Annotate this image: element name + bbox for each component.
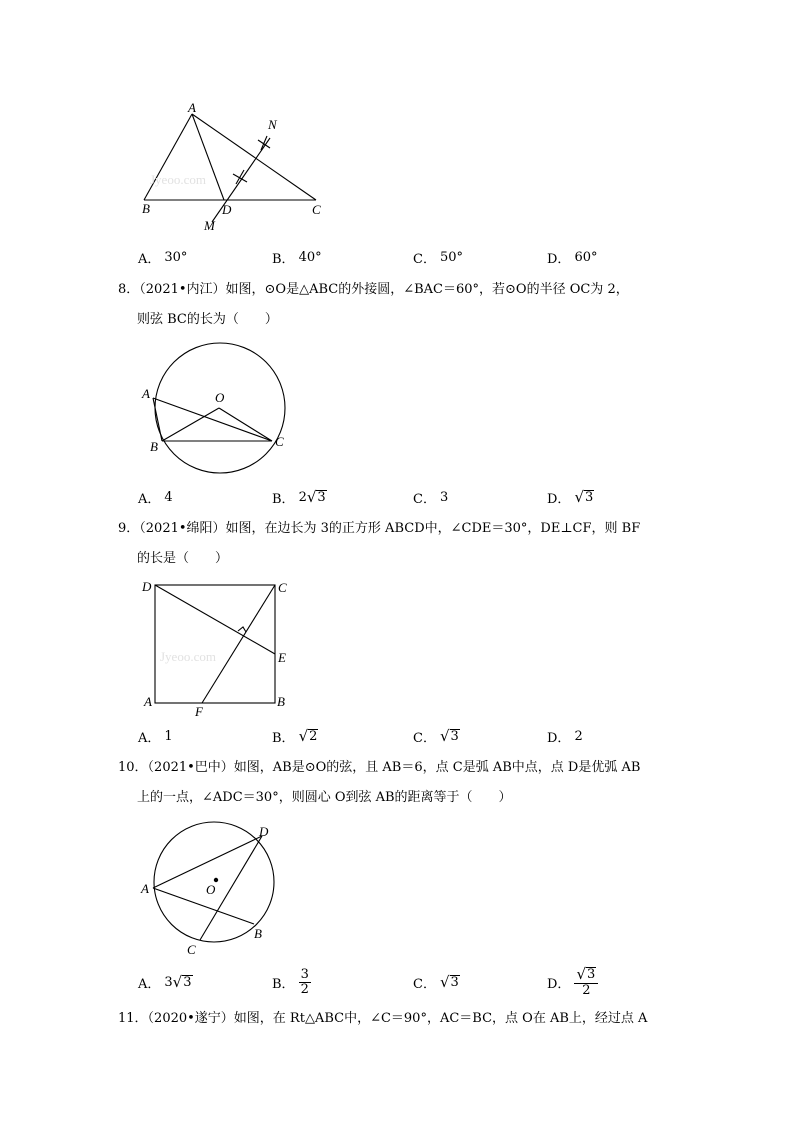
option-letter: C． <box>413 730 436 746</box>
option-value: 3 <box>439 489 449 505</box>
q9-label-d: D <box>142 579 152 594</box>
q9-option-b[interactable] <box>272 724 318 748</box>
option-letter: C． <box>413 251 436 267</box>
sqrt-expression <box>298 726 319 745</box>
q8-label-o: O <box>215 390 225 405</box>
q10-options <box>138 965 698 999</box>
denominator: 2 <box>300 981 309 997</box>
q7-label-d: D <box>222 202 232 217</box>
option-coef: 3 <box>164 974 173 990</box>
q8-figure <box>140 338 300 483</box>
radical-sign: √ <box>439 726 450 745</box>
q8-label-c: C <box>275 434 284 449</box>
q7-triangle-diagram <box>130 100 340 235</box>
q9-label-f: F <box>195 704 203 719</box>
q7-label-a: A <box>188 100 196 115</box>
q11-stem-line1: 11．（2020•遂宁）如图，在 Rt△ABC中，∠C＝90°，AC＝BC，点 O在 AB上，经过点 A <box>118 1011 648 1026</box>
question-9 <box>118 514 688 574</box>
q8-circle-diagram <box>140 338 300 483</box>
option-value: 1 <box>164 728 173 744</box>
fraction <box>574 964 598 998</box>
q10-label-o: O <box>206 882 216 897</box>
q9-option-c[interactable] <box>413 724 460 748</box>
option-letter: D． <box>547 976 571 992</box>
denominator: 2 <box>582 982 591 998</box>
q10-label-d: D <box>259 824 269 839</box>
watermark: Jyeoo.com <box>150 172 206 187</box>
question-8 <box>118 275 688 335</box>
option-letter: B． <box>272 251 295 267</box>
numerator <box>574 964 598 984</box>
q7-label-m: M <box>204 218 215 233</box>
option-letter: A． <box>138 730 161 746</box>
option-letter: C． <box>413 491 436 507</box>
q8-options <box>138 485 698 509</box>
radicand: 3 <box>183 974 192 990</box>
sqrt-expression <box>574 487 594 506</box>
option-value: 50° <box>439 249 463 265</box>
q7-option-d[interactable] <box>547 245 597 269</box>
radicand: 2 <box>309 728 318 744</box>
radicand: 3 <box>585 489 594 505</box>
q9-stem-line1: 9．（2021•绵阳）如图，在边长为 3的正方形 ABCD中，∠CDE＝30°，DE⊥CF，则 BF <box>118 521 641 536</box>
option-letter: D． <box>547 730 571 746</box>
q10-label-b: B <box>254 926 262 941</box>
q7-label-b: B <box>142 201 150 216</box>
question-10 <box>118 753 688 813</box>
q9-label-e: E <box>278 650 286 665</box>
q8-label-a: A <box>142 386 150 401</box>
q10-option-b[interactable] <box>272 965 311 999</box>
radicand: 3 <box>450 728 459 744</box>
q10-stem-line1: 10．（2021•巴中）如图，AB是⊙O的弦，且 AB＝6，点 C是弧 AB中点，点 D是优弧 AB <box>118 760 641 775</box>
sqrt-expression <box>172 972 193 991</box>
q9-options <box>138 724 698 748</box>
q7-figure <box>130 100 340 235</box>
numerator: 3 <box>300 966 309 982</box>
radical-sign: √ <box>172 972 183 991</box>
option-letter: C． <box>413 976 436 992</box>
option-letter: B． <box>272 491 295 507</box>
q8-label-b: B <box>150 439 158 454</box>
option-value: 30° <box>164 249 188 265</box>
q10-stem-line2: 上的一点，∠ADC＝30°，则圆心 O到弦 AB的距离等于（ ） <box>137 790 512 805</box>
option-letter: A． <box>138 491 161 507</box>
q9-option-d[interactable] <box>547 724 583 748</box>
option-value: 2 <box>574 728 583 744</box>
q9-square-diagram <box>140 575 300 720</box>
radical-sign: √ <box>306 487 317 506</box>
q9-label-b: B <box>277 694 285 709</box>
q8-stem-line2: 则弦 BC的长为（ ） <box>137 312 278 327</box>
q10-label-a: A <box>141 881 149 896</box>
q10-label-c: C <box>187 942 196 957</box>
watermark: Jyeoo.com <box>160 649 216 664</box>
radical-sign: √ <box>574 487 584 506</box>
option-coef: 2 <box>298 489 307 505</box>
radical-sign: √ <box>298 726 309 745</box>
q10-figure <box>140 820 290 960</box>
q10-circle-diagram <box>140 820 290 960</box>
radical-sign: √ <box>576 964 586 983</box>
q7-options <box>138 245 698 269</box>
fraction <box>299 968 311 997</box>
q8-stem-line1: 8．（2021•内江）如图，⊙O是△ABC的外接圆，∠BAC＝60°，若⊙O的半径 OC为 2， <box>118 282 629 297</box>
q7-option-b[interactable] <box>272 245 322 269</box>
option-letter: D． <box>547 251 571 267</box>
option-letter: B． <box>272 730 295 746</box>
radicand: 3 <box>587 966 596 982</box>
radical-sign: √ <box>439 972 450 991</box>
q7-label-n: N <box>268 117 277 132</box>
option-letter: D． <box>547 491 571 507</box>
q9-figure <box>140 575 300 720</box>
q7-label-c: C <box>312 202 321 217</box>
question-11 <box>118 1004 688 1034</box>
q9-stem-line2: 的长是（ ） <box>137 551 229 566</box>
option-letter: A． <box>138 976 161 992</box>
option-letter: A． <box>138 251 161 267</box>
sqrt-expression <box>439 726 460 745</box>
q10-option-a[interactable] <box>138 965 193 999</box>
q9-option-a[interactable] <box>138 724 173 748</box>
radicand: 3 <box>450 974 459 990</box>
option-value: 40° <box>298 249 322 265</box>
q8-option-b[interactable] <box>272 485 327 509</box>
sqrt-expression <box>576 964 596 983</box>
q10-option-c[interactable] <box>413 965 460 999</box>
option-value: 60° <box>574 249 598 265</box>
option-value: 4 <box>164 489 173 505</box>
q7-option-a[interactable] <box>138 245 187 269</box>
sqrt-expression <box>439 972 460 991</box>
q8-option-a[interactable] <box>138 485 173 509</box>
q7-option-c[interactable] <box>413 245 463 269</box>
option-letter: B． <box>272 976 295 992</box>
q10-option-d[interactable] <box>547 965 598 999</box>
radicand: 3 <box>317 489 326 505</box>
q9-label-a: A <box>144 694 152 709</box>
q9-label-c: C <box>278 580 287 595</box>
sqrt-expression <box>306 487 327 506</box>
q8-option-d[interactable] <box>547 485 594 509</box>
q8-option-c[interactable] <box>413 485 448 509</box>
